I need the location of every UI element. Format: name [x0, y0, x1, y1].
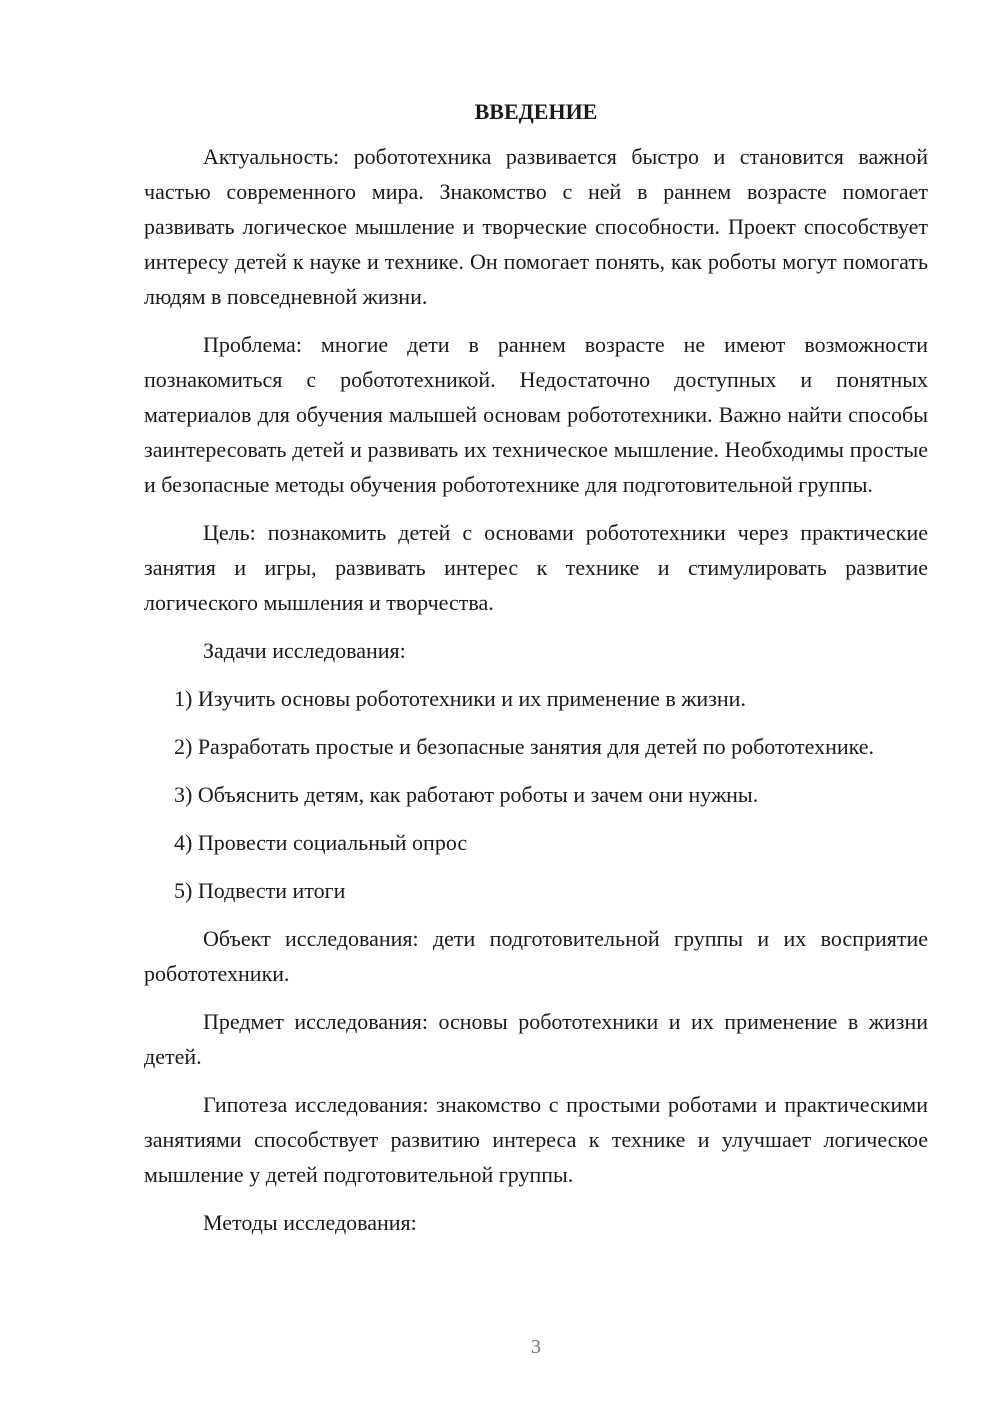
- relevance-paragraph: Актуальность: робототехника развивается быстро и становится важной частью современного мира. Знакомство с ней в раннем возрасте помогает развивать логическое мышление и творческие способности. Проект способствует интересу детей к науке и технике. Он помогает понять, как роботы могут помогать людям в повседневной жизни.: [144, 144, 928, 309]
- tasks-heading: Задачи исследования:: [203, 638, 406, 663]
- problem-paragraph: Проблема: многие дети в раннем возрасте не имеют возможности познакомиться с робототехникой. Недостаточно доступных и понятных материалов для обучения малышей основам робототехники. Важно найти способы заинтересовать детей и развивать их техническое мышление. Необходимы простые и безопасные методы обучения робототехнике для подготовительной группы.: [144, 332, 928, 497]
- object-paragraph: Объект исследования: дети подготовительной группы и их восприятие робототехники.: [144, 926, 928, 986]
- page-number: 3: [531, 1336, 541, 1358]
- task-item: 1) Изучить основы робототехники и их применение в жизни.: [174, 686, 746, 711]
- task-item: 5) Подвести итоги: [174, 878, 346, 903]
- task-item: 4) Провести социальный опрос: [174, 830, 468, 855]
- task-item: 3) Объяснить детям, как работают роботы и зачем они нужны.: [174, 782, 759, 807]
- subject-paragraph: Предмет исследования: основы робототехники и их применение в жизни детей.: [144, 1009, 928, 1069]
- task-item: 2) Разработать простые и безопасные занятия для детей по робототехнике.: [174, 734, 875, 759]
- section-title: ВВЕДЕНИЕ: [474, 99, 598, 124]
- page-content: [144, 98, 928, 1240]
- goal-paragraph: Цель: познакомить детей с основами робототехники через практические занятия и игры, развивать интерес к технике и стимулировать развитие логического мышления и творчества.: [144, 520, 928, 615]
- hypothesis-paragraph: Гипотеза исследования: знакомство с простыми роботами и практическими занятиями способствует развитию интереса к технике и улучшает логическое мышление у детей подготовительной группы.: [144, 1092, 928, 1187]
- methods-heading: Методы исследования:: [203, 1210, 417, 1235]
